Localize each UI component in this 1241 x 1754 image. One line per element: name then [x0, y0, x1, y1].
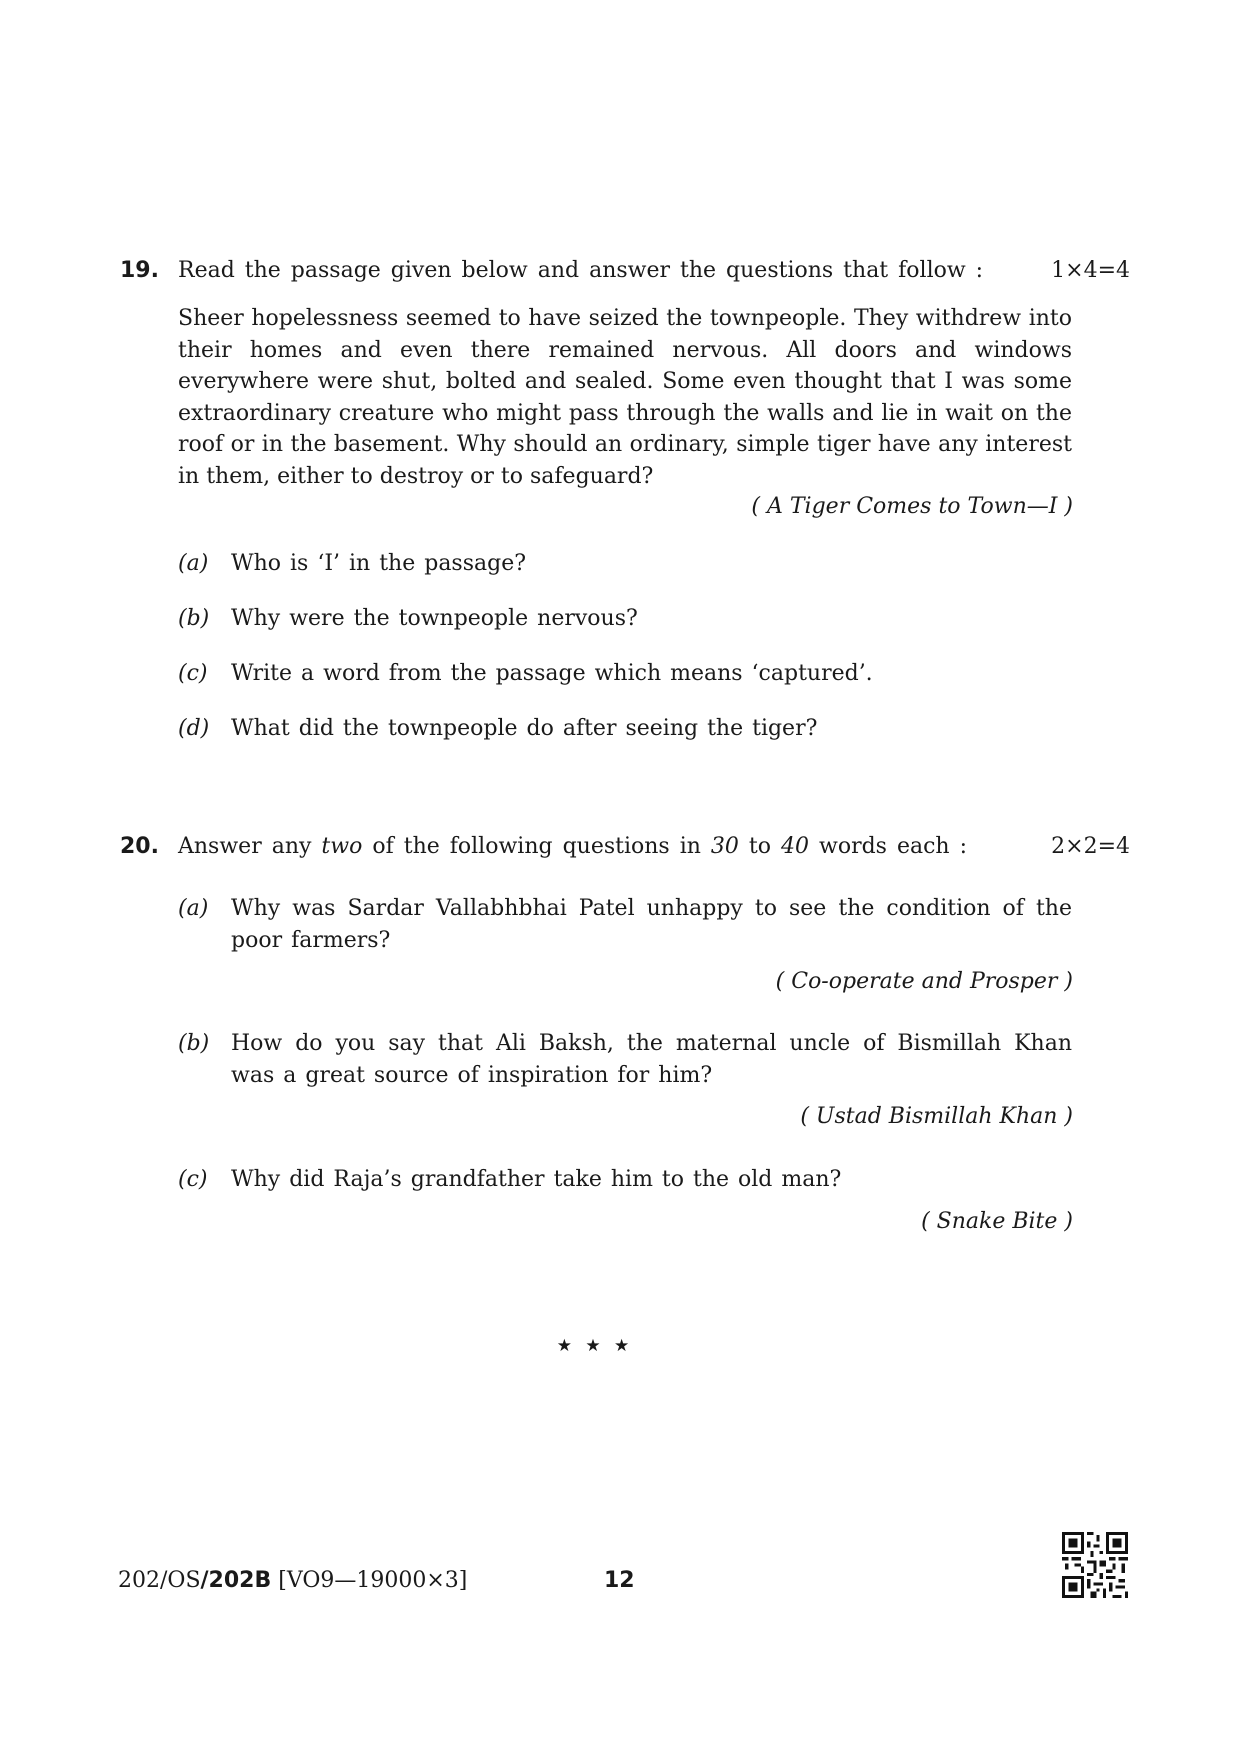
instruction-part: Answer any — [178, 834, 312, 859]
subquestion-20c — [178, 1164, 1072, 1196]
question-marks: 1×4=4 — [1051, 258, 1130, 283]
instruction-min-words: 30 — [710, 834, 739, 859]
subquestion-source: ( Snake Bite ) — [921, 1209, 1073, 1234]
subquestion-text: Why were the townpeople nervous? — [231, 606, 638, 631]
question-instruction: Read the passage given below and answer the questions that follow : — [178, 258, 984, 283]
page-number: 12 — [604, 1568, 635, 1593]
reading-passage: Sheer hopelessness seemed to have seized the townpeople. They withdrew into their homes and even there remained nervous. All doors and windows everywhere were shut, bolted and sealed. Some even thought that I was some extraordinary creature who might pass through the walls and lie in wait on the roof or in the basement. Why should an ordinary, simple tiger have any interest in them, either to destroy or to safeguard? — [178, 306, 1072, 489]
subquestion-20b — [178, 1028, 1072, 1091]
passage-source: ( A Tiger Comes to Town—I ) — [751, 494, 1073, 519]
instruction-part: words each : — [819, 834, 967, 859]
subquestion-19a — [178, 548, 1072, 580]
subquestion-text: Why was Sardar Vallabhbhai Patel unhappy to see the condition of the poor farmers? — [231, 896, 1072, 953]
instruction-part: to — [748, 834, 771, 859]
subquestion-label: (a) — [178, 551, 209, 576]
question-number: 20. — [120, 834, 159, 859]
question-number: 19. — [120, 258, 159, 283]
instruction-part: of the following questions in — [372, 834, 701, 859]
subquestion-text: How do you say that Ali Baksh, the maternal uncle of Bismillah Khan was a great source of inspiration for him? — [231, 1031, 1072, 1088]
subquestion-20a — [178, 893, 1072, 956]
instruction-max-words: 40 — [781, 834, 809, 859]
question-instruction — [178, 831, 967, 863]
subquestion-label: (a) — [178, 896, 209, 921]
subquestion-text: Who is ‘I’ in the passage? — [231, 551, 527, 576]
subquestion-label: (b) — [178, 606, 210, 631]
subquestion-text: What did the townpeople do after seeing the tiger? — [231, 716, 818, 741]
subquestion-text: Write a word from the passage which means ‘captured’. — [231, 661, 873, 686]
instruction-emphasis: two — [321, 834, 363, 859]
subquestion-label: (b) — [178, 1031, 210, 1056]
subquestion-19c — [178, 658, 1072, 690]
paper-code-prefix: 202/OS — [118, 1568, 201, 1593]
subquestion-source: ( Co-operate and Prosper ) — [775, 969, 1073, 994]
subquestion-source: ( Ustad Bismillah Khan ) — [800, 1104, 1073, 1129]
qr-code-icon — [1062, 1532, 1128, 1598]
subquestion-label: (d) — [178, 716, 210, 741]
subquestion-label: (c) — [178, 661, 208, 686]
question-marks: 2×2=4 — [1051, 834, 1130, 859]
subquestion-19d — [178, 713, 1072, 745]
paper-code — [118, 1568, 467, 1593]
subquestion-text: Why did Raja’s grandfather take him to the old man? — [231, 1167, 842, 1192]
paper-code-suffix: [VO9—19000×3] — [271, 1568, 468, 1593]
subquestion-19b — [178, 603, 1072, 635]
subquestion-label: (c) — [178, 1167, 208, 1192]
end-marker: ★ ★ ★ — [556, 1336, 634, 1356]
paper-code-bold: /202B — [200, 1568, 272, 1593]
